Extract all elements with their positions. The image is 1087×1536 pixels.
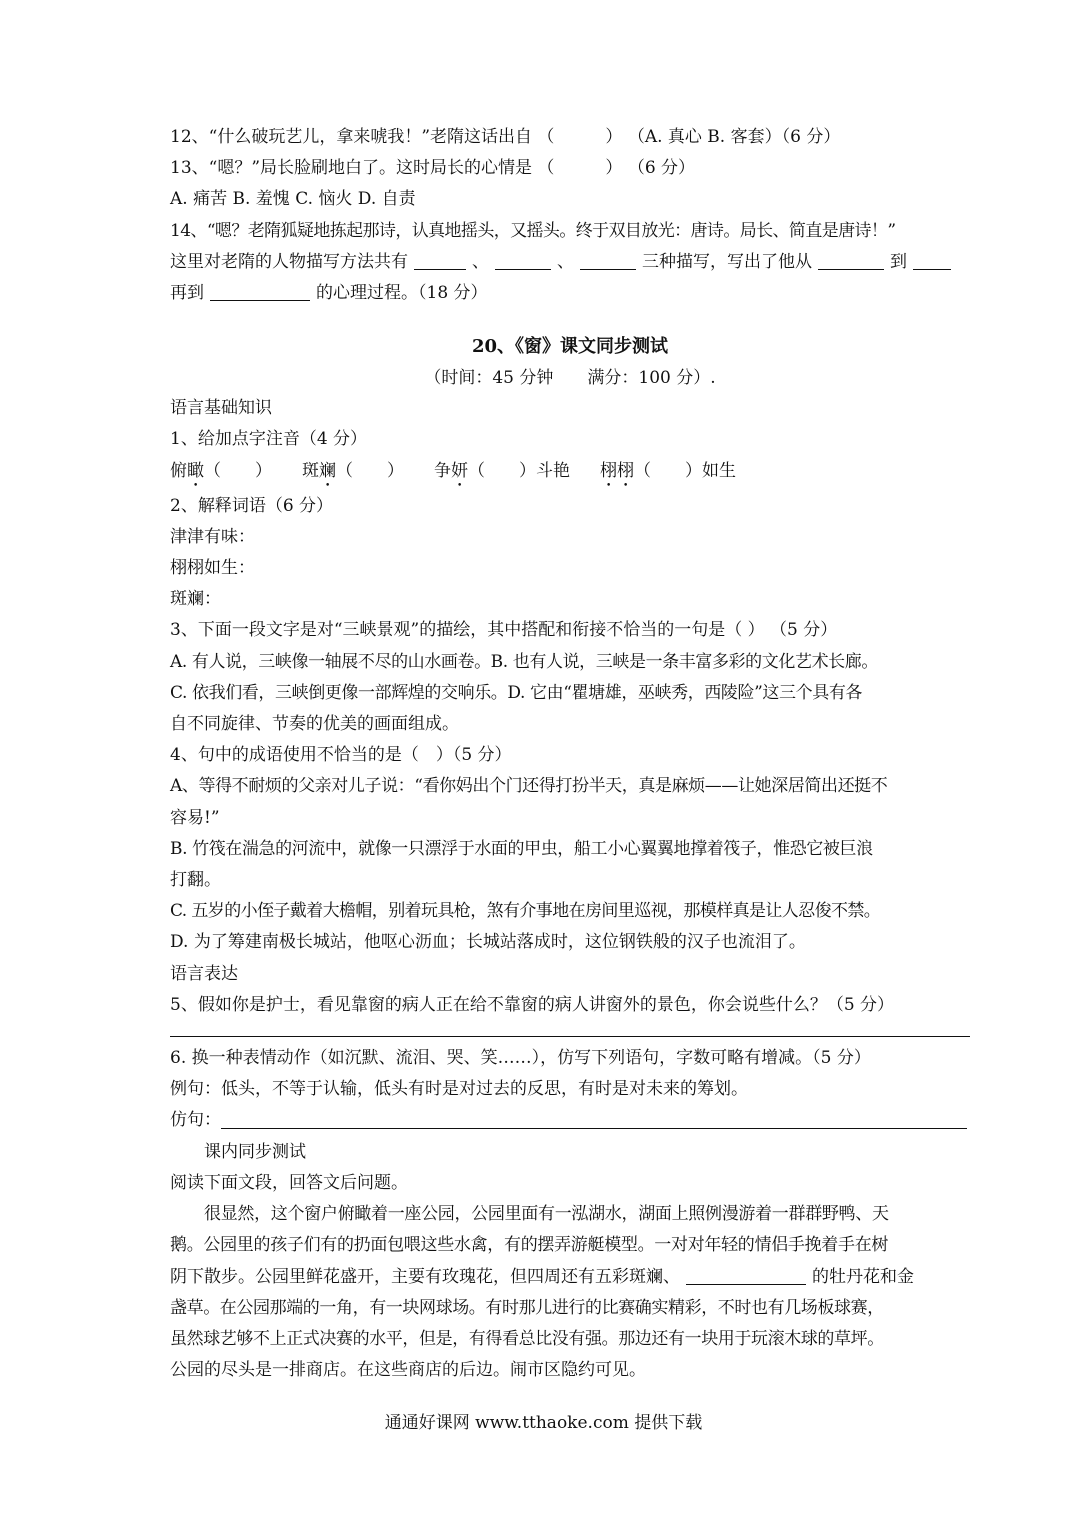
answer-blank [580, 251, 636, 270]
q14-text-a: 这里对老隋的人物描写方法共有 [170, 251, 408, 272]
section-title: 20、《窗》课文同步测试 [471, 336, 669, 358]
answer-blank [210, 282, 310, 301]
part-heading-basics: 语言基础知识 [170, 398, 272, 419]
reading-instruction: 阅读下面文段，回答文后问题。 [170, 1172, 408, 1193]
question-5: 5、假如你是护士，看见靠窗的病人正在给不靠窗的病人讲窗外的景色，你会说些什么？（5 分） [170, 994, 895, 1015]
term-xuxu: 栩栩如生： [170, 558, 255, 579]
question-3-line-2: C. 依我们看，三峡倒更像一部辉煌的交响乐。D. 它由“瞿塘雄，巫峡秀，西陵险”这三个具有各 [170, 682, 863, 703]
dotted-char: 栩栩 [600, 460, 634, 481]
word-fukan-pre: 俯 [170, 460, 187, 481]
dotted-char: 斓 [319, 460, 336, 481]
answer-line [221, 1110, 967, 1129]
question-1-items [170, 456, 970, 491]
page-footer: 通通好课网 www.tthaoke.com 提供下载 [384, 1413, 703, 1433]
option-c: C. 五岁的小侄子戴着大檐帽，别着玩具枪，煞有介事地在房间里巡视，那模样真是让人忍俊不禁。 [170, 901, 881, 922]
passage-line: 盏草。在公园那端的一角，有一块网球场。有时那儿进行的比赛确实精彩，不时也有几场板球赛， [170, 1297, 884, 1318]
pinyin-paren: （ ） [634, 460, 702, 481]
question-14-line-1: 14、“嗯？老隋狐疑地拣起那诗，认真地摇头，又摇头。终于双目放光：唐诗。局长、简直是唐诗！” [170, 220, 896, 241]
option-a-line-1: A、等得不耐烦的父亲对儿子说：“看你妈出个门还得打扮半天，真是麻烦——让她深居简出还挺不 [170, 776, 888, 797]
part-heading-expression: 语言表达 [170, 963, 238, 984]
answer-blank [414, 251, 466, 270]
passage-line: 公园的尽头是一排商店。在这些商店的后边。闹市区隐约可见。 [170, 1360, 646, 1381]
passage-line-with-blank [170, 1262, 970, 1293]
dotted-char: 妍 [451, 460, 468, 481]
passage-line: 很显然，这个窗户俯瞰着一座公园，公园里面有一泓湖水，湖面上照例漫游着一群群野鸭、天 [204, 1204, 889, 1225]
q14-text-d: 三种描写，写出了他从 [642, 251, 812, 272]
dotted-char: 瞰 [187, 460, 204, 481]
passage-line: 虽然球艺够不上正式决赛的水平，但是，有得看总比没有强。那边还有一块用于玩滚木球的草坪。 [170, 1328, 884, 1349]
answer-blank [686, 1266, 806, 1285]
question-14-line-2 [170, 247, 970, 278]
question-6: 6. 换一种表情动作（如沉默、流泪、哭、笑……），仿写下列语句，字数可略有增减。（5 分） [170, 1048, 871, 1069]
answer-blank [495, 251, 551, 270]
question-4: 4、句中的成语使用不恰当的是（ ）（5 分） [170, 745, 512, 766]
q14-sep-2: 、 [557, 251, 574, 272]
question-2: 2、解释词语（6 分） [170, 495, 334, 516]
option-a-line-2: 容易!” [170, 807, 220, 828]
word-zhengyan-post: 斗艳 [536, 460, 570, 481]
document-body [170, 122, 970, 1386]
question-13-options: A. 痛苦 B. 羞愧 C. 恼火 D. 自责 [170, 189, 416, 210]
answer-blank [818, 251, 884, 270]
question-14-line-3 [170, 278, 970, 309]
passage-text: 的牡丹花和金 [812, 1266, 914, 1287]
option-d: D. 为了筹建南极长城站，他呕心沥血；长城站落成时，这位钢铁般的汉子也流泪了。 [170, 932, 806, 953]
option-b-line-2: 打翻。 [170, 870, 221, 891]
term-jinjin: 津津有味： [170, 526, 255, 547]
answer-blank [913, 251, 951, 270]
word-zhengyan-pre: 争 [434, 460, 451, 481]
q14-text-e: 到 [890, 251, 907, 272]
answer-line [170, 1035, 970, 1037]
option-b-line-1: B. 竹筏在湍急的河流中，就像一只漂浮于水面的甲虫，船工小心翼翼地撑着筏子，惟恐它被巨浪 [170, 838, 873, 859]
pinyin-paren: （ ） [468, 460, 536, 481]
passage-line: 鹅。公园里的孩子们有的扔面包喂这些水禽，有的摆弄游艇模型。一对对年轻的情侣手挽着手在树 [170, 1235, 889, 1256]
pinyin-paren: （ ） [204, 460, 272, 481]
answer-label: 仿句： [170, 1110, 221, 1131]
word-xuxu-post: 如生 [702, 460, 736, 481]
q14-text-f: 再到 [170, 283, 204, 304]
question-6-example: 例句：低头，不等于认输，低头有时是对过去的反思，有时是对未来的筹划。 [170, 1079, 748, 1100]
term-banlan: 斑斓： [170, 589, 221, 610]
q14-text-g: 的心理过程。（18 分） [316, 283, 488, 304]
question-3-line-1: A. 有人说，三峡像一轴展不尽的山水画卷。B. 也有人说，三峡是一条丰富多彩的文化艺术长廊。 [170, 651, 878, 672]
question-6-answer [170, 1105, 970, 1136]
word-banlan-pre: 斑 [302, 460, 319, 481]
section-subtitle: （时间：45 分钟 满分：100 分）. [424, 368, 716, 389]
question-3-line-3: 自不同旋律、节奏的优美的画面组成。 [170, 714, 459, 735]
part-heading-reading: 课内同步测试 [204, 1141, 306, 1162]
passage-text: 阴下散步。公园里鲜花盛开，主要有玫瑰花，但四周还有五彩斑斓、 [170, 1266, 680, 1287]
question-12: 12、“什么破玩艺儿，拿来唬我！”老隋这话出自 （ ） （A. 真心 B. 客套）（6 分） [170, 127, 841, 147]
q14-sep-1: 、 [472, 251, 489, 272]
question-13: 13、“嗯？”局长脸刷地白了。这时局长的心情是 （ ） （6 分） [170, 158, 696, 179]
question-1: 1、给加点字注音（4 分） [170, 429, 368, 450]
question-3: 3、下面一段文字是对“三峡景观”的描绘，其中搭配和衔接不恰当的一句是（ ） （5 分） [170, 620, 838, 641]
pinyin-paren: （ ） [336, 460, 404, 481]
